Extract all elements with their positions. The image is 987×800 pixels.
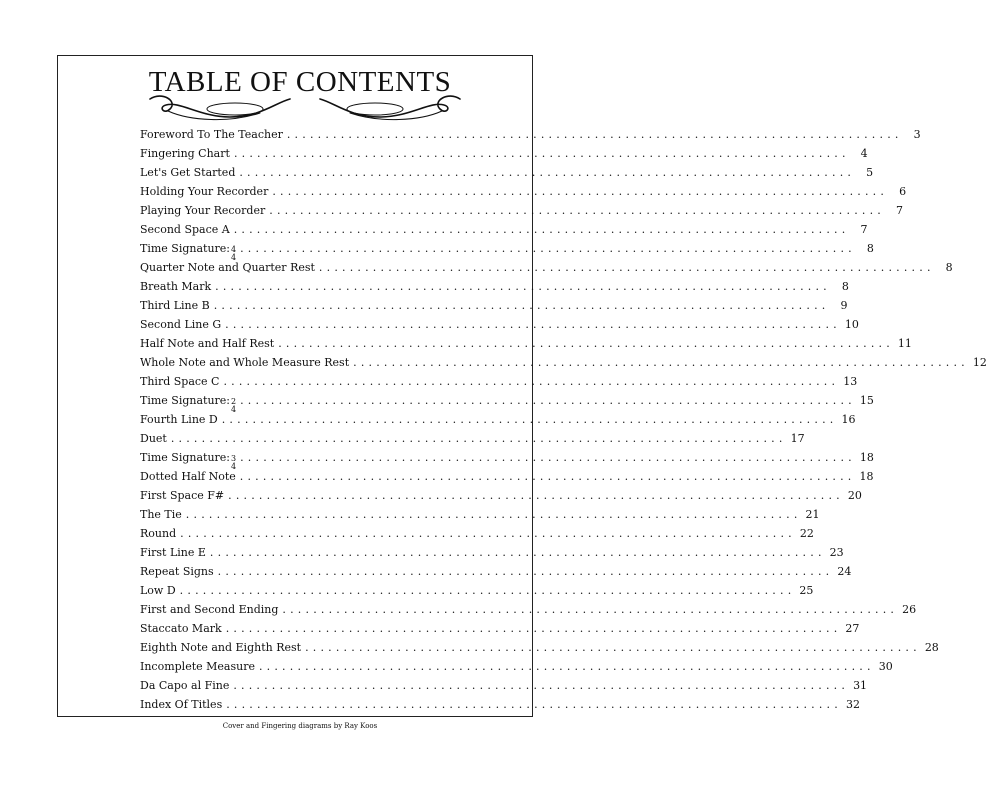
toc-entry-title: Fingering Chart xyxy=(140,147,230,160)
toc-entry-title: Quarter Note and Quarter Rest xyxy=(140,261,315,274)
toc-entry-title: Time Signature: xyxy=(140,242,231,255)
toc-entry-title: Incomplete Measure xyxy=(140,660,255,673)
toc-entry-title: Let's Get Started xyxy=(140,166,236,179)
toc-entry-title: Whole Note and Whole Measure Rest xyxy=(140,356,350,369)
toc-entry-page: 23 xyxy=(829,546,844,559)
toc-entry xyxy=(140,622,860,641)
dot-leader: ................................................................................ xyxy=(228,489,844,502)
toc-entry-title: The Tie xyxy=(140,508,182,521)
time-signature-fraction xyxy=(231,246,236,262)
toc-entry xyxy=(140,508,820,527)
dot-leader: ................................................................................ xyxy=(240,451,856,464)
toc-entry-title: Third Space C xyxy=(140,375,220,388)
toc-entry-page: 22 xyxy=(799,527,814,540)
toc-entry-page: 18 xyxy=(859,451,874,464)
toc-entry-title: Da Capo al Fine xyxy=(140,679,230,692)
toc-entry-title: Playing Your Recorder xyxy=(140,204,266,217)
toc-entry xyxy=(140,166,874,185)
toc-entry-page: 24 xyxy=(837,565,852,578)
toc-entry-page: 8 xyxy=(841,280,849,293)
toc-entry xyxy=(140,185,907,204)
dot-leader: ................................................................................ xyxy=(215,280,831,293)
toc-entry-page: 10 xyxy=(844,318,859,331)
toc-list xyxy=(140,128,987,717)
toc-entry xyxy=(140,679,868,698)
toc-entry-page: 12 xyxy=(972,356,987,369)
dot-leader: ................................................................................ xyxy=(233,679,850,692)
dot-leader: ................................................................................ xyxy=(240,394,856,407)
toc-entry xyxy=(140,584,814,603)
toc-entry-title: Eighth Note and Eighth Rest xyxy=(140,641,302,654)
toc-entry xyxy=(140,223,868,242)
toc-entry xyxy=(140,470,874,489)
toc-entry xyxy=(140,546,844,565)
dot-leader: ................................................................................ xyxy=(239,470,856,483)
toc-entry xyxy=(140,356,987,375)
dot-leader: ................................................................................ xyxy=(239,166,856,179)
toc-entry-title: Index Of Titles xyxy=(140,698,223,711)
toc-entry-title: Holding Your Recorder xyxy=(140,185,269,198)
dot-leader: ................................................................................ xyxy=(282,603,899,616)
dot-leader: ................................................................................ xyxy=(179,584,796,597)
toc-entry xyxy=(140,489,862,508)
toc-entry-title: Dotted Half Note xyxy=(140,470,236,483)
dot-leader: ................................................................................ xyxy=(209,546,826,559)
toc-entry-title: First Space F# xyxy=(140,489,225,502)
toc-entry xyxy=(140,413,856,432)
toc-entry xyxy=(140,565,852,584)
toc-entry xyxy=(140,299,848,318)
toc-entry-title: Second Line G xyxy=(140,318,222,331)
dot-leader: ................................................................................ xyxy=(305,641,921,654)
dot-leader: ................................................................................ xyxy=(258,660,875,673)
dot-leader: ................................................................................ xyxy=(180,527,796,540)
time-signature-fraction xyxy=(231,455,236,471)
toc-entry xyxy=(140,337,912,356)
dot-leader: ................................................................................ xyxy=(217,565,834,578)
toc-entry xyxy=(140,451,874,471)
dot-leader: ................................................................................ xyxy=(226,698,842,711)
toc-entry-title: Staccato Mark xyxy=(140,622,222,635)
toc-entry-page: 9 xyxy=(840,299,848,312)
toc-entry-title: Foreword To The Teacher xyxy=(140,128,283,141)
toc-entry xyxy=(140,603,917,622)
fraction-denominator: 4 xyxy=(231,253,237,262)
toc-entry xyxy=(140,527,814,546)
dot-leader: ................................................................................ xyxy=(269,204,885,217)
toc-entry-page: 27 xyxy=(845,622,860,635)
toc-entry-title: First and Second Ending xyxy=(140,603,279,616)
toc-entry-page: 6 xyxy=(899,185,907,198)
toc-entry xyxy=(140,432,805,451)
toc-entry-page: 31 xyxy=(853,679,868,692)
fraction-denominator: 4 xyxy=(231,462,237,471)
toc-entry xyxy=(140,128,921,147)
toc-entry-page: 8 xyxy=(945,261,953,274)
fraction-numerator: 3 xyxy=(231,454,237,463)
toc-entry xyxy=(140,280,849,299)
dot-leader: ................................................................................ xyxy=(318,261,935,274)
fraction-denominator: 4 xyxy=(231,405,237,414)
toc-entry-page: 3 xyxy=(913,128,921,141)
toc-entry-page: 4 xyxy=(860,147,868,160)
toc-entry-page: 13 xyxy=(843,375,858,388)
toc-entry-page: 15 xyxy=(859,394,874,407)
dot-leader: ................................................................................ xyxy=(233,223,850,236)
dot-leader: ................................................................................ xyxy=(278,337,894,350)
toc-entry-page: 25 xyxy=(799,584,814,597)
toc-entry-title: Time Signature: xyxy=(140,451,231,464)
toc-entry-title: Breath Mark xyxy=(140,280,212,293)
toc-entry xyxy=(140,375,858,394)
toc-entry-page: 17 xyxy=(790,432,805,445)
toc-entry-title: Duet xyxy=(140,432,167,445)
toc-entry-title: Fourth Line D xyxy=(140,413,218,426)
toc-entry xyxy=(140,204,903,223)
toc-entry-page: 8 xyxy=(866,242,874,255)
dot-leader: ................................................................................ xyxy=(185,508,802,521)
toc-entry-page: 16 xyxy=(841,413,856,426)
fraction-numerator: 2 xyxy=(231,397,237,406)
toc-entry-title: Low D xyxy=(140,584,176,597)
dot-leader: ................................................................................ xyxy=(170,432,787,445)
dot-leader: ................................................................................ xyxy=(225,622,842,635)
toc-entry xyxy=(140,147,868,166)
toc-entry xyxy=(140,660,893,679)
toc-entry-page: 11 xyxy=(897,337,912,350)
toc-entry-title: Second Space A xyxy=(140,223,230,236)
toc-entry-title: Third Line B xyxy=(140,299,210,312)
flourish-ornament-icon xyxy=(140,91,470,125)
toc-entry-title: Repeat Signs xyxy=(140,565,214,578)
time-signature-fraction xyxy=(231,398,236,414)
toc-entry-page: 7 xyxy=(895,204,903,217)
toc-entry-page: 30 xyxy=(878,660,893,673)
toc-entry xyxy=(140,394,874,414)
toc-entry xyxy=(140,698,860,717)
toc-entry-page: 18 xyxy=(859,470,874,483)
toc-entry xyxy=(140,641,939,660)
dot-leader: ................................................................................ xyxy=(221,413,838,426)
toc-entry-page: 28 xyxy=(924,641,939,654)
toc-entry-page: 7 xyxy=(860,223,868,236)
dot-leader: ................................................................................ xyxy=(240,242,856,255)
toc-entry-title: Half Note and Half Rest xyxy=(140,337,275,350)
dot-leader: ................................................................................ xyxy=(213,299,830,312)
toc-entry xyxy=(140,318,859,337)
toc-entry xyxy=(140,261,953,280)
page-title: TABLE OF CONTENTS xyxy=(148,66,452,98)
toc-entry-title: First Line E xyxy=(140,546,206,559)
toc-entry-page: 26 xyxy=(902,603,917,616)
toc-entry-page: 32 xyxy=(845,698,860,711)
dot-leader: ................................................................................ xyxy=(286,128,903,141)
toc-entry-page: 21 xyxy=(805,508,820,521)
dot-leader: ................................................................................ xyxy=(353,356,969,369)
toc-entry-title: Round xyxy=(140,527,177,540)
credit-line: Cover and Fingering diagrams by Ray Koos xyxy=(222,722,378,730)
dot-leader: ................................................................................ xyxy=(272,185,889,198)
dot-leader: ................................................................................ xyxy=(233,147,850,160)
fraction-numerator: 4 xyxy=(231,245,237,254)
toc-entry xyxy=(140,242,874,262)
toc-entry-title: Time Signature: xyxy=(140,394,231,407)
toc-entry-page: 5 xyxy=(866,166,874,179)
toc-entry-page: 20 xyxy=(847,489,862,502)
dot-leader: ................................................................................ xyxy=(223,375,840,388)
dot-leader: ................................................................................ xyxy=(225,318,841,331)
